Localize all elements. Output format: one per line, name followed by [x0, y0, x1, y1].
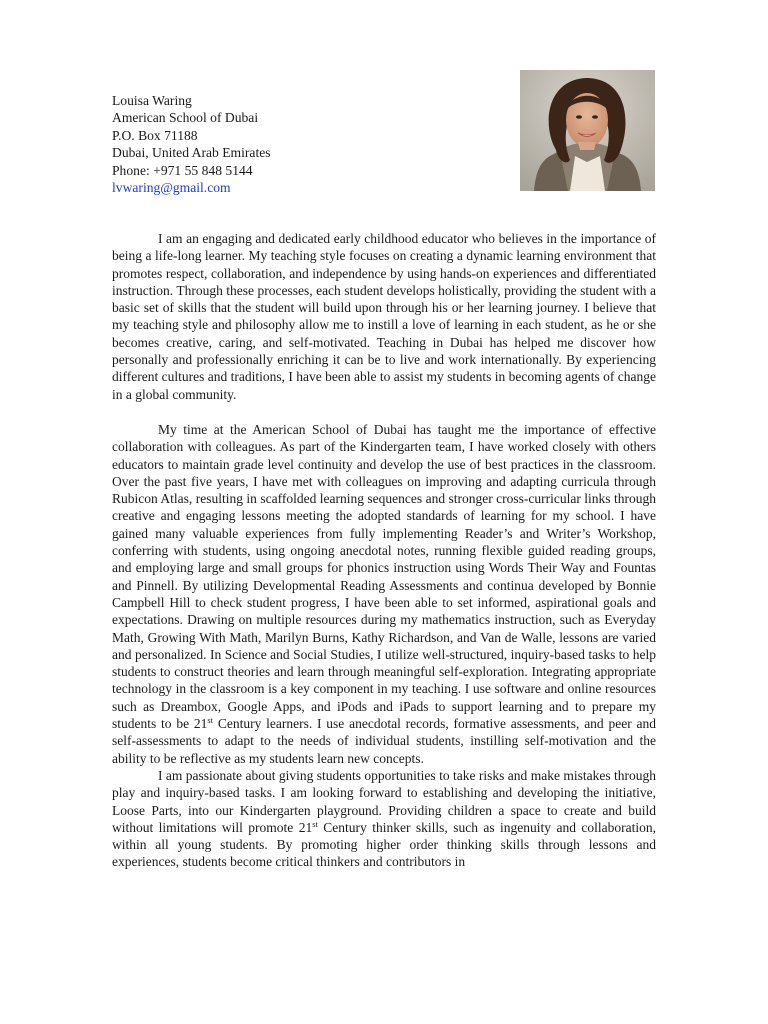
paragraph-passion	[112, 767, 656, 871]
paragraph-intro: I am an engaging and dedicated early childhood educator who believes in the importance of being a life-long learner. My teaching style focuses on creating a dynamic learning environment that promotes respect, collaboration, and independence by using hands-on experiences and differentiated instruction. Through these processes, each student develops holistically, providing the student with a basic set of skills that the student will build upon through his or her learning journey. I believe that my teaching style and philosophy allow me to instill a love of learning in each student, as he or she becomes creative, caring, and self-motivated. Teaching in Dubai has helped me discover how personally and professionally enriching it can be to live and work internationally. By experiencing different cultures and traditions, I have been able to assist my students in becoming agents of change in a global community.	[112, 231, 656, 402]
paragraph-passion-text-a: I am passionate about giving students opportunities to take risks and make mistakes through play and inquiry-based tasks. I am looking forward to establishing and developing the initiative, Loose Parts, into our Kindergarten playground. Providing children a space to create and build without limitations will promote 21	[112, 767, 656, 835]
paragraph-collaboration-text-b: Century learners. I use anecdotal records, formative assessments, and peer and self-assessments to adapt to the needs of individual students, instilling self-motivation and the ability to be reflective as my students learn new concepts.	[112, 716, 656, 766]
school-name: American School of Dubai	[112, 110, 259, 126]
paragraph-collaboration-text-a: My time at the American School of Dubai has taught me the importance of effective collaboration with colleagues. As part of the Kindergarten team, I have worked closely with others educators to maintain grade level continuity and develop the use of best practices in the classroom. Over the past five years, I have met with colleagues on improving and adapting curricula through Rubicon Atlas, resulting in scaffolded learning sequences and stronger cross-curricular links through creative and engaging lessons meeting the adopted standards of learning for my school. I have gained many valuable experiences from fully implementing Reader’s and Writer’s Workshop, conferring with students, using ongoing anecdotal notes, running flexible guided reading groups, and employing large and small groups for phonics instruction using Words Their Way and Fountas and Pinnell. By utilizing Developmental Reading Assessments and continua developed by Bonnie Campbell Hill to check student progress, I have been able to set informed, aspirational goals and expectations. Drawing on multiple resources during my mathematics instruction, such as Everyday Math, Growing With Math, Marilyn Burns, Kathy Richardson, and Van de Walle, lessons are varied and personalized. In Science and Social Studies, I utilize well-structured, inquiry-based tasks to help students to construct theories and learn through meaningful self-exploration. Integrating appropriate technology in the classroom is a key component in my teaching. I use software and online resources such as Dreambox, Google Apps, and iPods and iPads to support learning and to prepare my students to be 21	[112, 421, 656, 732]
phone-number: Phone: +971 55 848 5144	[112, 162, 253, 178]
paragraph-collaboration	[112, 421, 656, 767]
paragraph-passion-text-b: Century thinker skills, such as ingenuity and collaboration, within all young students. By promoting higher order thinking skills through lessons and experiences, students become critical thinkers and contributors in	[112, 819, 656, 870]
city-country: Dubai, United Arab Emirates	[112, 145, 271, 161]
portrait-photo	[520, 70, 655, 191]
po-box: P.O. Box 71188	[112, 127, 198, 143]
letter-body	[112, 230, 656, 871]
ordinal-suffix: st	[207, 715, 214, 726]
applicant-name: Louisa Waring	[112, 93, 192, 108]
contact-header	[112, 92, 271, 196]
ordinal-suffix: st	[312, 818, 318, 829]
email-link[interactable]: lvwaring@gmail.com	[112, 180, 231, 196]
